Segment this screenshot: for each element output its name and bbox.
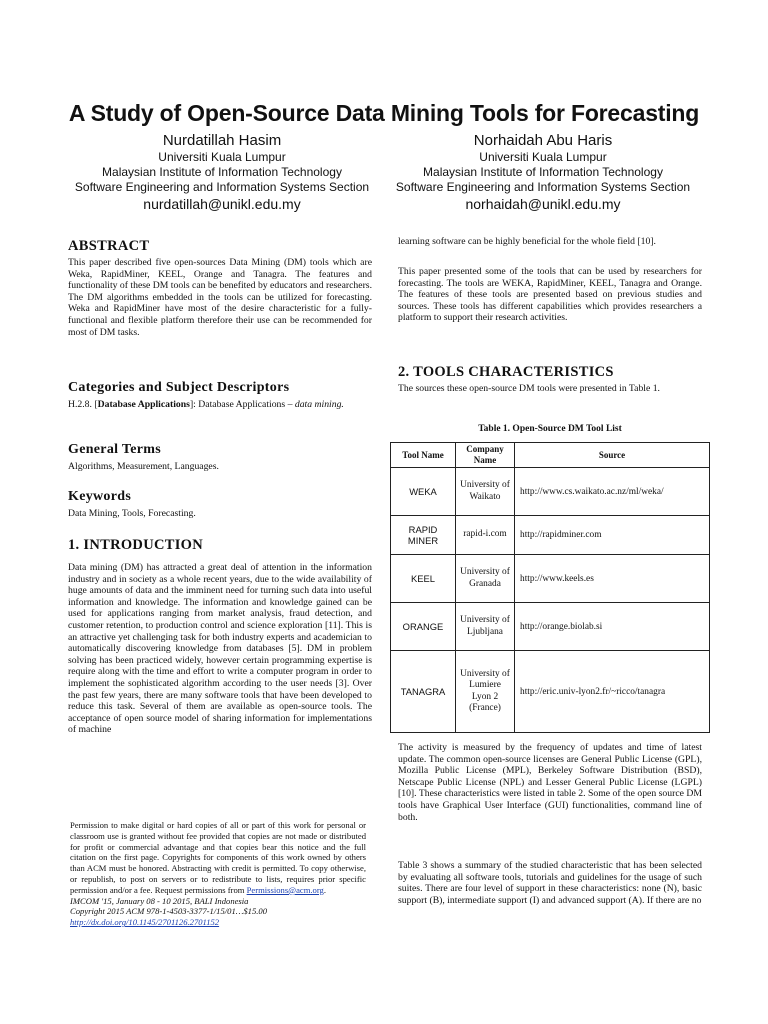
permission-text: Permission to make digital or hard copies of all or part of this work for personal or classroom use is granted without fee provided that copies are not made or distributed for profit or commercial advantage and that copies bear this notice and the full citation on the first page. Copyrights for components of this work owned by others than ACM must be honored. Abstracting with credit is permitted. To copy otherwise, or republish, to post on servers or to redistribute to lists, requires prior specific permission and/or a fee. Request permissions from	[70, 820, 366, 895]
tool-name-cell: RAPID MINER	[391, 516, 456, 555]
author-block-1	[52, 131, 392, 214]
table-row	[391, 555, 710, 603]
table-header-cell: Source	[515, 443, 710, 468]
categories-italic: data mining.	[294, 399, 344, 410]
company-name-cell: University of Ljubljana	[456, 603, 515, 651]
categories-text	[68, 399, 372, 411]
company-name-cell: rapid-i.com	[456, 516, 515, 555]
paper-presented-paragraph: This paper presented some of the tools that can be used by researchers for forecasting. The tools are WEKA, RapidMiner, KEEL, Tanagra and Orange. The features of these tools are presented based on previous studies and sources. These tools has different capabilities which provides researchers a platform to support their research activities.	[398, 266, 702, 324]
categories-bold: Database Applications	[97, 399, 190, 410]
terms-heading: General Terms	[68, 442, 161, 457]
paper-title: A Study of Open-Source Data Mining Tools for Forecasting	[68, 100, 700, 126]
author-block-2	[373, 131, 713, 214]
tools-text: The sources these open-source DM tools were presented in Table 1.	[398, 383, 660, 394]
abstract-text: This paper described five open-sources Data Mining (DM) tools which are Weka, RapidMiner, KEEL, Orange and Tanagra. The features and functionality of these DM tools can be benefited by educators and researchers. The DM algorithms embedded in the tools can be utilized for forecasting. Weka and RapidMiner have most of the desire characteristic for a fully-functional and flexible platform therefore their use can be recommended for most of DM tasks.	[68, 257, 372, 338]
table-row	[391, 516, 710, 555]
company-name-cell: University of Granada	[456, 555, 515, 603]
source-cell: http://eric.univ-lyon2.fr/~ricco/tanagra	[515, 651, 710, 733]
terms-text: Algorithms, Measurement, Languages.	[68, 461, 219, 472]
company-name-cell: University of Waikato	[456, 468, 515, 516]
activity-paragraph: The activity is measured by the frequency of updates and time of latest update. The common open-source licenses are General Public License (GPL), Mozilla Public License (MPL), Berkeley Software Distribution (BSD), Netscape Public License (NPL) and Lesser General Public License (LGPL) [10]. These characteristics were listed in table 2. Some of the open source DM tools have Graphical User Interface (GUI) functionalities, command line of both.	[398, 742, 702, 823]
table-caption: Table 1. Open-Source DM Tool List	[478, 424, 622, 434]
table3-paragraph: Table 3 shows a summary of the studied characteristic that has been selected by evaluating all software tools, tutorials and guidelines for the usage of such suites. There are four level of support in these characteristics: none (N), basic support (B), intermediate support (I) and advanced support (A). If there are no	[398, 860, 702, 906]
introduction-section	[68, 537, 372, 736]
tools-section	[398, 364, 702, 395]
source-cell: http://www.cs.waikato.ac.nz/ml/weka/	[515, 468, 710, 516]
permission-notice	[70, 820, 366, 928]
author-affiliation: Malaysian Institute of Information Technology	[423, 165, 663, 179]
copyright-line: Copyright 2015 ACM 978-1-4503-3377-1/15/01…$15.00	[70, 906, 268, 917]
source-cell: http://rapidminer.com	[515, 516, 710, 555]
conference-info: IMCOM '15, January 08 - 10 2015, BALI Indonesia	[70, 895, 249, 906]
permission-text-end: .	[323, 884, 326, 895]
permissions-email-link[interactable]: Permissions@acm.org	[246, 884, 324, 895]
tools-heading: 2. TOOLS CHARACTERISTICS	[398, 364, 614, 380]
table-header-row	[391, 443, 710, 468]
abstract-heading: ABSTRACT	[68, 238, 150, 254]
author-affiliation: Universiti Kuala Lumpur	[158, 150, 286, 164]
author-affiliation: Universiti Kuala Lumpur	[479, 150, 607, 164]
tool-name-cell: TANAGRA	[391, 651, 456, 733]
author-affiliation: Software Engineering and Information Systems Section	[74, 180, 370, 194]
author-name: Nurdatillah Hasim	[162, 132, 282, 149]
author-affiliation: Malaysian Institute of Information Technology	[102, 165, 342, 179]
author-name: Norhaidah Abu Haris	[473, 132, 613, 149]
table-header-cell: Company Name	[456, 443, 515, 468]
categories-section	[68, 380, 372, 411]
terms-section	[68, 442, 372, 473]
table-row	[391, 603, 710, 651]
tool-name-cell: ORANGE	[391, 603, 456, 651]
tool-name-cell: WEKA	[391, 468, 456, 516]
table-header-cell: Tool Name	[391, 443, 456, 468]
introduction-heading: 1. INTRODUCTION	[68, 537, 204, 553]
author-email: nurdatillah@unikl.edu.my	[143, 196, 301, 212]
abstract-section	[68, 238, 372, 338]
introduction-text: Data mining (DM) has attracted a great deal of attention in the information industry and in society as a whole recent years, due to the wide availability of huge amounts of data and the imminent need for turning such data into useful information and knowledge. The information and knowledge gained can be used for applications ranging from market analysis, fraud detection, and customer retention, to production control and science exploration [11]. This is an attractive yet challenging task for both industry experts and academician to automatically discovering knowledge from databases [5]. DM in problem solving has been practiced widely, however certain programming expertise is require along with the time and effort to write a computer program in order to implement the sophisticated algorithm according to the user needs [3]. Over the past few years, there are many software tools that have been developed to reduce this task. Several of them are available as open-source tools. The acceptance of open source model of sharing information for implementations of machine	[68, 562, 372, 736]
author-email: norhaidah@unikl.edu.my	[465, 196, 621, 212]
author-affiliation: Software Engineering and Information Systems Section	[395, 180, 691, 194]
categories-heading: Categories and Subject Descriptors	[68, 380, 290, 395]
table-row	[391, 651, 710, 733]
categories-mid: ]: Database Applications –	[189, 399, 295, 410]
source-cell: http://orange.biolab.si	[515, 603, 710, 651]
continued-text: learning software can be highly beneficial for the whole field [10].	[398, 236, 656, 247]
doi-link[interactable]: http://dx.doi.org/10.1145/2701126.2701152	[70, 917, 220, 928]
company-name-cell: University of Lumiere Lyon 2 (France)	[456, 651, 515, 733]
source-cell: http://www.keels.es	[515, 555, 710, 603]
keywords-section	[68, 489, 372, 520]
tool-name-cell: KEEL	[391, 555, 456, 603]
categories-code: H.2.8. [	[68, 399, 98, 410]
tools-table	[390, 442, 710, 733]
table-row	[391, 468, 710, 516]
keywords-heading: Keywords	[68, 489, 132, 504]
keywords-text: Data Mining, Tools, Forecasting.	[68, 508, 196, 519]
